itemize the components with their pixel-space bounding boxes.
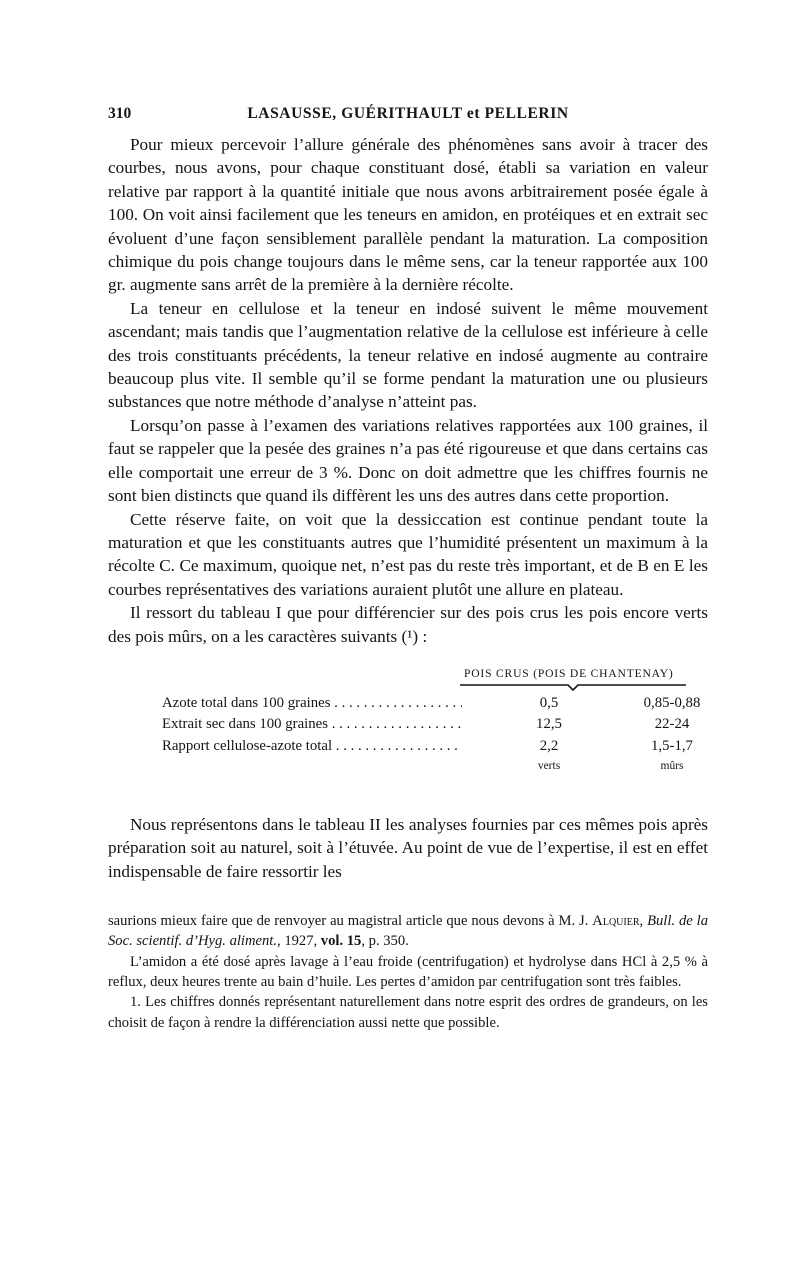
table-row — [162, 693, 708, 713]
footnote-text: , — [639, 913, 648, 930]
table-row-label: Azote total dans 100 graines . . . — [162, 693, 462, 713]
table-row-label: Extrait sec dans 100 graines . . . — [162, 714, 462, 734]
footnote-continuation — [108, 911, 708, 952]
paragraph-2: La teneur en cellulose et la teneur en indosé suivent le même mouvement ascendant; mais tandis que l’augmentation relative de la cellulose est inférieure à celle des trois constituants précédents, la teneur relative en indosé augmente au contraire beaucoup plus vite. Il semble qu’il se forme pendant la maturation une ou plusieurs substances que notre méthode d’analyse n’atteint pas. — [108, 298, 708, 412]
running-title: LASAUSSE, GUÉRITHAULT et PELLERIN — [247, 105, 569, 122]
footnote-amidon: L’amidon a été dosé après lavage à l’eau froide (centrifugation) et hydrolyse dans HCl à 2,5 % à reflux, deux heures trente au bain d’huile. Les pertes d’amidon par centrifugation sont très faibles. — [108, 953, 708, 991]
table-value-verts: 12,5 — [536, 715, 562, 732]
page — [108, 100, 708, 1033]
paragraph-1: Pour mieux percevoir l’allure générale des phénomènes sans avoir à tracer des courbes, nous avons, pour chaque constituant dosé, établi sa variation en valeur relative par rapport à la quantité initiale que nous avons arbitrairement posée égale à 100. On voit ainsi facilement que les teneurs en amidon, en protéiques et en extrait sec évoluent d’une façon sensiblement parallèle pendant la maturation. La composition chimique du pois change toujours dans le même sens, car la teneur rapportée aux 100 gr. augmente sans arrêt de la première à la dernière récolte. — [108, 135, 708, 295]
column-label-murs: mûrs — [660, 759, 684, 772]
paragraph-4: Cette réserve faite, on voit que la dessiccation est continue pendant toute la maturation et que les constituants autres que l’humidité présentent un maximum à la récolte C. Ce maximum, quoique net, n’est pas du reste très important, et de B en E les courbes représentatives des variations auraient plutôt une allure en plateau. — [108, 509, 708, 599]
table-row — [162, 714, 708, 734]
table-value-murs: 0,85-0,88 — [643, 694, 701, 711]
table-value-murs: 1,5-1,7 — [651, 737, 693, 754]
paragraph-5-tail: : — [418, 626, 428, 646]
footnote-author: Alquier — [592, 913, 640, 930]
paragraph-3: Lorsqu’on passe à l’examen des variations relatives rapportées aux 100 graines, il faut se rappeler que la pesée des graines n’a pas été rigoureuse et que dans certains cas elle comportait une erreur de 3 %. Donc on doit admettre que les chiffres fournis ne sont bien distincts que quand ils diffèrent les uns des autres dans cette proportion. — [108, 415, 708, 506]
table-value-verts: 0,5 — [539, 694, 559, 711]
footnote-text: , 1927, — [277, 933, 321, 950]
paragraph-6: Nous représentons dans le tableau II les analyses fournies par ces mêmes pois après préparation soit au naturel, soit à l’étuvée. Au point de vue de l’expertise, il est en effet indispensable de faire ressortir les — [108, 814, 708, 881]
footnote-volume: vol. 15 — [320, 933, 362, 950]
column-label-verts: verts — [537, 759, 561, 772]
footnotes — [108, 911, 708, 1033]
table-header: POIS CRUS (POIS DE CHANTENAY) — [464, 666, 674, 680]
paragraph-5 — [108, 601, 708, 648]
table-value-murs: 22-24 — [654, 715, 690, 732]
running-head — [108, 100, 708, 128]
page-number: 310 — [108, 105, 132, 122]
paragraph-5-text: Il ressort du tableau I que pour différencier sur des pois crus les pois encore verts des pois mûrs, on a les caractères suivants — [108, 603, 708, 646]
footnote-text: saurions mieux faire que de renvoyer au magistral article que nous devons à M. J. — [108, 913, 593, 930]
table-row — [162, 736, 708, 756]
footnote-1: 1. Les chiffres donnés représentant naturellement dans notre esprit des ordres de grandeurs, on les choisit de façon à rendre la différenciation aussi nette que possible. — [108, 994, 708, 1031]
comparison-table — [108, 667, 708, 795]
footnote-reference: (¹) — [401, 626, 419, 646]
footnote-text: , p. 350. — [361, 933, 409, 950]
table-row-label: Rapport cellulose-azote total . . . — [162, 736, 462, 756]
table-value-verts: 2,2 — [539, 737, 559, 754]
footnote-journal: Bull. de la Soc. scientif. d’Hyg. aliment. — [108, 913, 709, 950]
